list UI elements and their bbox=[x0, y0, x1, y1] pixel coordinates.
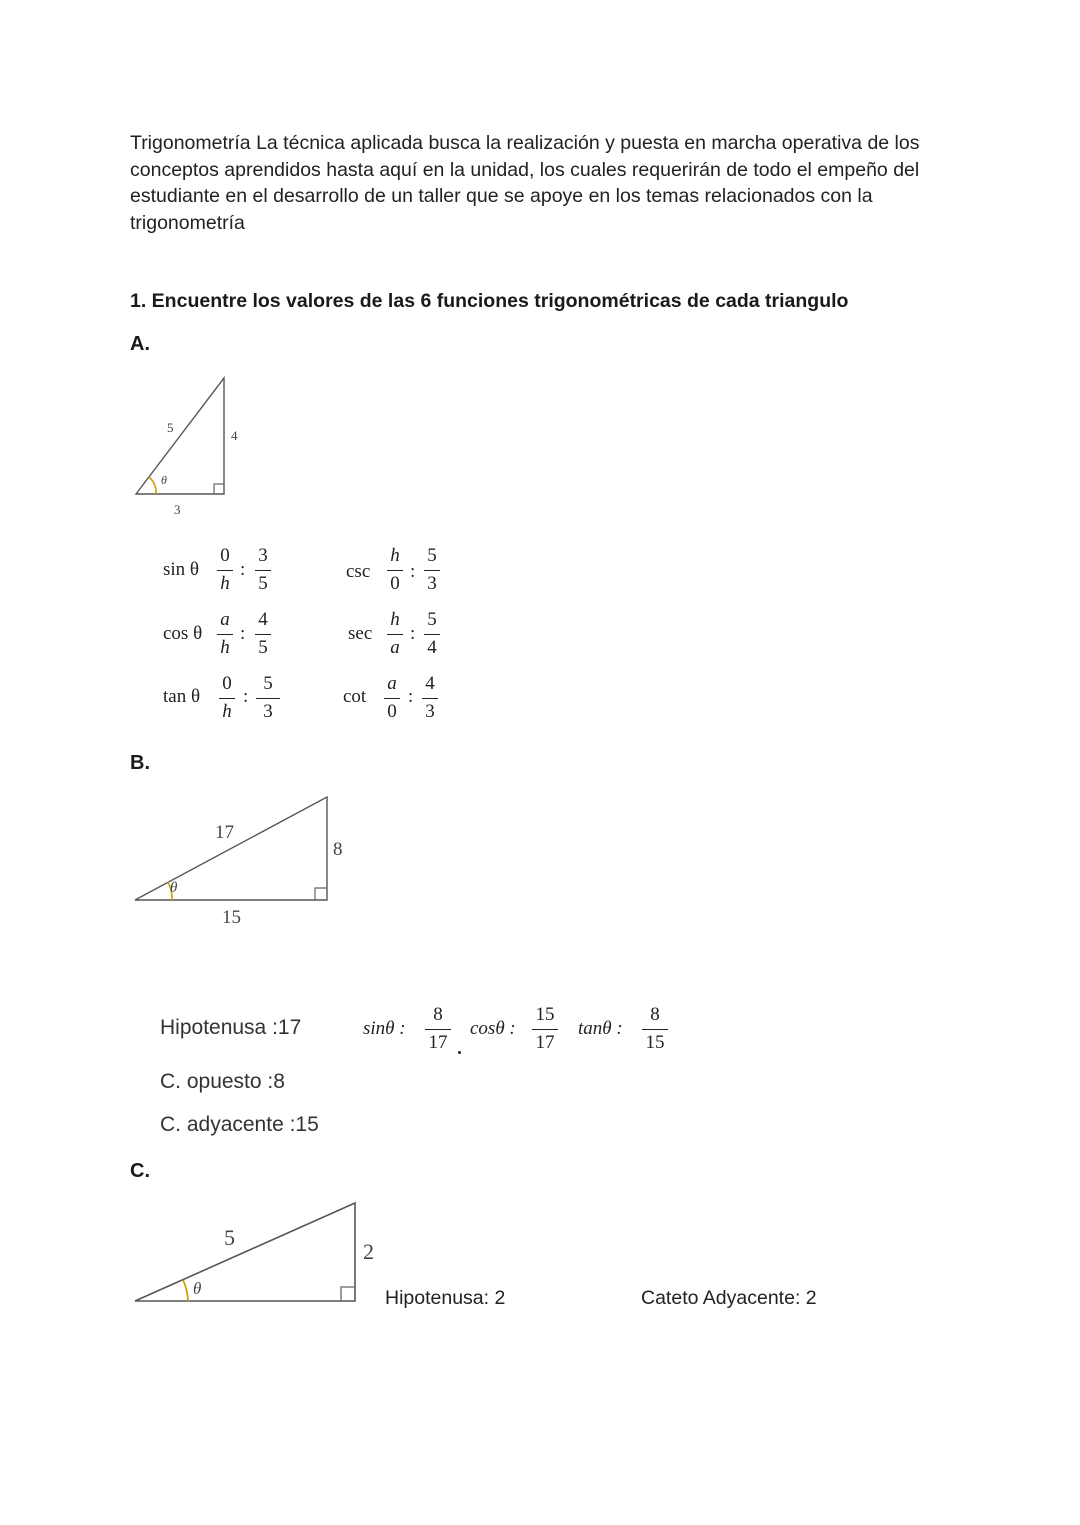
triangle-c-hyp: 5 bbox=[224, 1225, 235, 1250]
triangle-a-adj: 3 bbox=[174, 502, 181, 517]
func-name: sinθ : bbox=[363, 1018, 406, 1039]
triangle-b-opp: 8 bbox=[333, 839, 343, 860]
triangle-b-angle: θ bbox=[170, 880, 178, 896]
question-title: 1. Encuentre los valores de las 6 funciones trigonométricas de cada triangulo bbox=[130, 290, 849, 312]
func-name: csc bbox=[346, 561, 371, 582]
triangle-c-opp: 2 bbox=[363, 1239, 374, 1264]
func-name: tanθ : bbox=[578, 1018, 623, 1039]
section-c-letter: C. bbox=[130, 1160, 150, 1182]
triangle-a bbox=[130, 370, 240, 520]
triangle-a-hyp: 5 bbox=[167, 420, 174, 435]
section-a-letter: A. bbox=[130, 333, 150, 355]
triangle-b-adj: 15 bbox=[222, 907, 241, 928]
triangle-c-angle: θ bbox=[193, 1279, 202, 1298]
func-name: sec bbox=[348, 623, 373, 644]
triangle-b bbox=[130, 790, 360, 935]
b-hipotenusa: Hipotenusa :17 bbox=[160, 1016, 302, 1039]
triangle-c bbox=[130, 1195, 390, 1310]
triangle-b-hyp: 17 bbox=[215, 822, 234, 843]
c-adyacente: Cateto Adyacente: 2 bbox=[641, 1287, 817, 1309]
b-adyacente: C. adyacente :15 bbox=[160, 1113, 319, 1136]
func-name: tan θ bbox=[163, 686, 201, 707]
c-hipotenusa: Hipotenusa: 2 bbox=[385, 1287, 506, 1309]
intro-paragraph: Trigonometría La técnica aplicada busca la realización y puesta en marcha operativa de los conceptos aprendidos hasta aquí en la unidad, los cuales requerirán de todo el empeño del estudiante en el desarrollo de un taller que se apoye en los temas relacionados con la trigonometría bbox=[130, 132, 920, 234]
triangle-a-angle: θ bbox=[161, 473, 167, 487]
section-b-letter: B. bbox=[130, 752, 150, 774]
func-name: cosθ : bbox=[470, 1018, 516, 1039]
b-opuesto: C. opuesto :8 bbox=[160, 1070, 285, 1093]
separator-dot bbox=[458, 1051, 461, 1054]
func-name: cot bbox=[343, 686, 367, 707]
func-name: sin θ bbox=[163, 559, 200, 580]
triangle-a-opp: 4 bbox=[231, 428, 238, 443]
func-name: cos θ bbox=[163, 623, 203, 644]
